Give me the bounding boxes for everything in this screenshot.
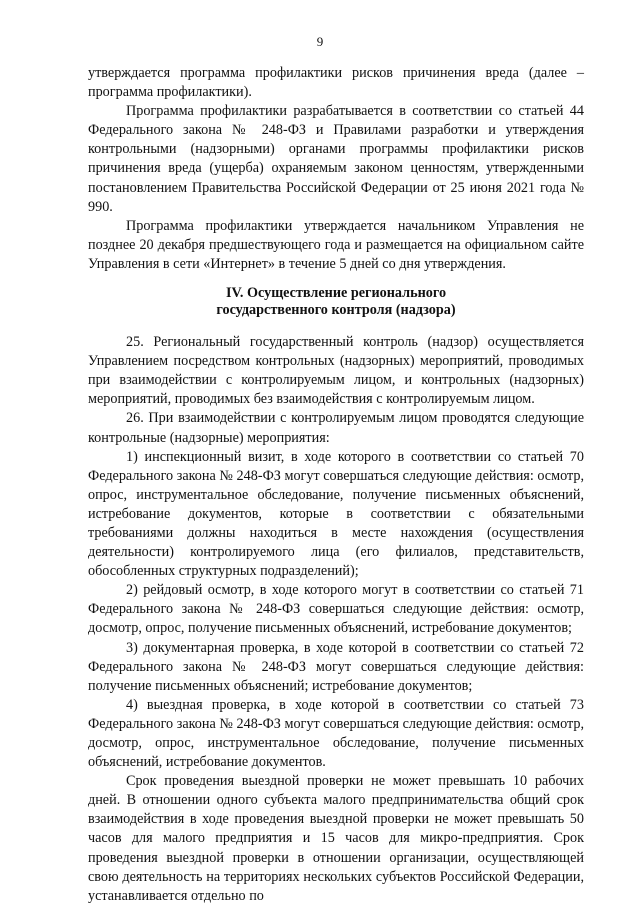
paragraph-continuation: утверждается программа профилактики рисков причинения вреда (далее – программа профилактики). [88, 65, 584, 101]
list-item-1-inspection-visit: 1) инспекционный визит, в ходе которого в соответствии со статьей 70 Федерального закона № 248-ФЗ могут совершаться следующие действия: осмотр, опрос, инструментальное обследование, получение письменных объяснений, истребование документов, которые в соответствии с обязательными требованиями должны находиться в месте нахождения (осуществления деятельности) контролируемого лица (его филиалов, представительств, обособленных структурных подразделений); [88, 448, 584, 580]
document-body [88, 64, 584, 906]
list-item-3-documentary-check: 3) документарная проверка, в ходе которой в соответствии со статьей 72 Федерального закона № 248-ФЗ могут совершаться следующие действия: получение письменных объяснений; истребование документов; [88, 639, 584, 694]
section-heading-line-1: IV. Осуществление регионального [225, 285, 447, 302]
paragraph-program-development: Программа профилактики разрабатывается в соответствии со статьей 44 Федерального закона № 248-ФЗ и Правилами разработки и утверждения контрольными (надзорными) органами программы профилактики рисков причинения вреда (ущерба) охраняемым законом ценностям, утвержденными постановлением Правительства Российской Федерации от 25 июня 2021 года № 990. [88, 103, 584, 215]
list-item-4-field-check: 4) выездная проверка, в ходе которой в соответствии со статьей 73 Федерального закона № 248-ФЗ могут совершаться следующие действия: осмотр, досмотр, опрос, инструментальное обследование, получение письменных объяснений, истребование документов. [88, 696, 584, 771]
paragraph-field-check-duration: Срок проведения выездной проверки не может превышать 10 рабочих дней. В отношении одного субъекта малого предпринимательства общий срок взаимодействия в ходе проведения выездной проверки не может превышать 50 часов для малого предприятия и 15 часов для микро-предприятия. Срок проведения выездной проверки в отношении организации, осуществляющей свою деятельность на территориях нескольких субъектов Российской Федерации, устанавливается отдельно по [88, 773, 584, 904]
paragraph-program-approval: Программа профилактики утверждается начальником Управления не позднее 20 декабря предшествующего года и размещается на официальном сайте Управления в сети «Интернет» в течение 5 дней со дня утверждения. [88, 217, 584, 272]
paragraph-25: 25. Региональный государственный контроль (надзор) осуществляется Управлением посредством контрольных (надзорных) мероприятий, проводимых при взаимодействии с контролируемым лицом, и контрольных (надзорных) мероприятий, проводимых без взаимодействия с контролируемым лицом. [88, 334, 584, 408]
section-heading-line-2: государственного контроля (надзора) [216, 301, 456, 318]
list-item-2-raid-inspection: 2) рейдовый осмотр, в ходе которого могут в соответствии со статьей 71 Федерального закона № 248-ФЗ совершаться следующие действия: осмотр, досмотр, опрос, получение письменных объяснений, истребование документов; [88, 582, 584, 637]
page-number: 9 [316, 34, 324, 49]
section-heading [88, 285, 584, 318]
paragraph-26: 26. При взаимодействии с контролируемым лицом проводятся следующие контрольные (надзорные) мероприятия: [88, 410, 584, 446]
